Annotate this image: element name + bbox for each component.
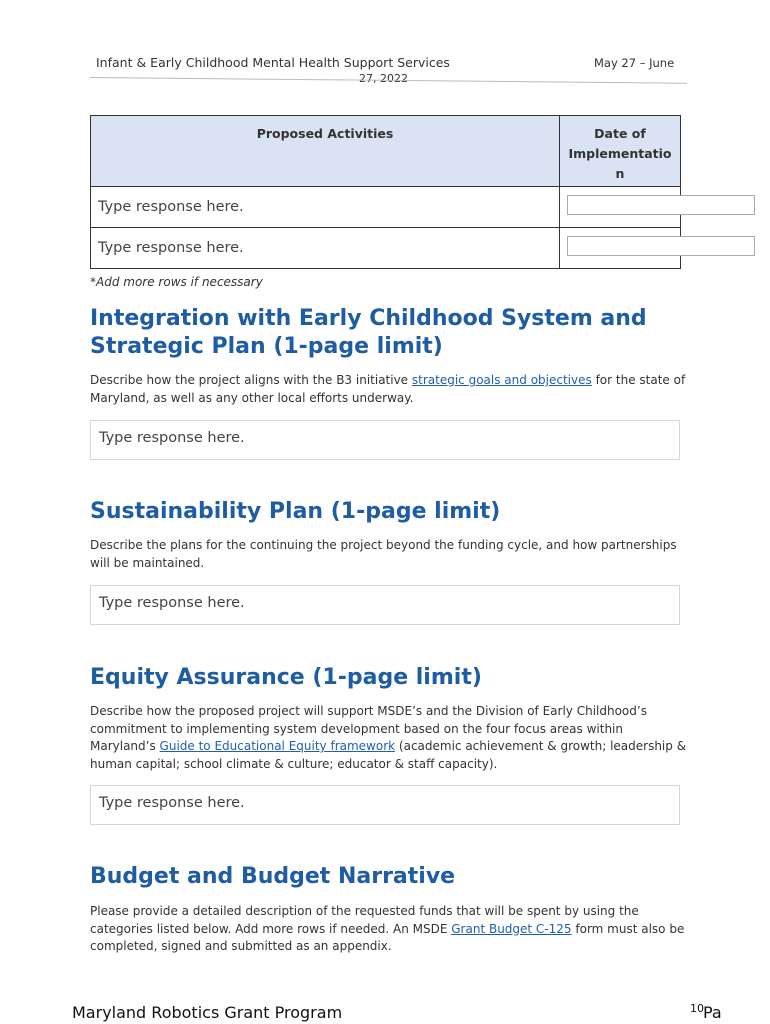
add-rows-note: *Add more rows if necessary xyxy=(90,275,263,289)
activity-response-field[interactable]: Type response here. xyxy=(91,187,560,228)
date-input[interactable] xyxy=(567,236,755,256)
column-header-date xyxy=(560,116,681,187)
date-header-line: Date of xyxy=(594,126,646,141)
integration-description: Describe how the project aligns with the B3 initiative strategic goals and objectives for the state of Maryland, as well as any other local efforts underway. xyxy=(90,373,686,405)
sustainability-response-field[interactable]: Type response here. xyxy=(90,585,680,625)
footer-program: Maryland Robotics Grant Program xyxy=(72,1003,343,1022)
sustainability-description: Describe the plans for the continuing the project beyond the funding cycle, and how partnerships will be maintained. xyxy=(90,538,677,570)
date-cell xyxy=(560,187,681,228)
integration-heading-line: Strategic Plan (1-page limit) xyxy=(90,334,443,359)
date-cell xyxy=(560,228,681,269)
equity-description: Describe how the proposed project will support MSDE’s and the Division of Early Childhood’s commitment to implementing system development based on the four focus areas within Maryland’s Guide to Educational Equity framework (academic achievement & growth; leadership & human capital; school climate & culture; educator & staff capacity). xyxy=(90,704,687,771)
header-date-end: 27, 2022 xyxy=(359,72,408,85)
date-header-line: n xyxy=(615,166,625,181)
header-date-start: May 27 – June xyxy=(594,56,675,70)
proposed-activities-table xyxy=(90,115,681,269)
date-input[interactable] xyxy=(567,195,755,215)
table-row xyxy=(91,228,681,269)
footer-page-number: 10 xyxy=(690,1002,704,1015)
grant-budget-link[interactable]: Grant Budget C-125 xyxy=(451,921,572,936)
table-header-row xyxy=(91,116,681,187)
equity-response-field[interactable]: Type response here. xyxy=(90,785,680,825)
budget-description: Please provide a detailed description of the requested funds that will be spent by using the categories listed below. Add more rows if needed. An MSDE Grant Budget C-125 form must also be completed, signed and submitted as an appendix. xyxy=(90,904,685,953)
header-title: Infant & Early Childhood Mental Health Support Services xyxy=(96,55,450,70)
equity-framework-link[interactable]: Guide to Educational Equity framework xyxy=(159,739,396,753)
column-header-activities: Proposed Activities xyxy=(91,116,560,187)
strategic-goals-link[interactable]: strategic goals and objectives xyxy=(411,373,592,387)
table-row xyxy=(91,187,681,228)
equity-heading: Equity Assurance (1-page limit) xyxy=(90,665,482,690)
footer-page-label: Pa xyxy=(703,1003,722,1022)
activity-response-field[interactable]: Type response here. xyxy=(91,228,560,269)
date-header-line: Implementatio xyxy=(568,146,672,161)
sustainability-heading: Sustainability Plan (1-page limit) xyxy=(90,499,501,524)
integration-response-field[interactable]: Type response here. xyxy=(90,420,680,460)
budget-heading: Budget and Budget Narrative xyxy=(90,864,456,889)
integration-heading-line: Integration with Early Childhood System and xyxy=(90,306,647,331)
integration-heading xyxy=(90,305,647,361)
